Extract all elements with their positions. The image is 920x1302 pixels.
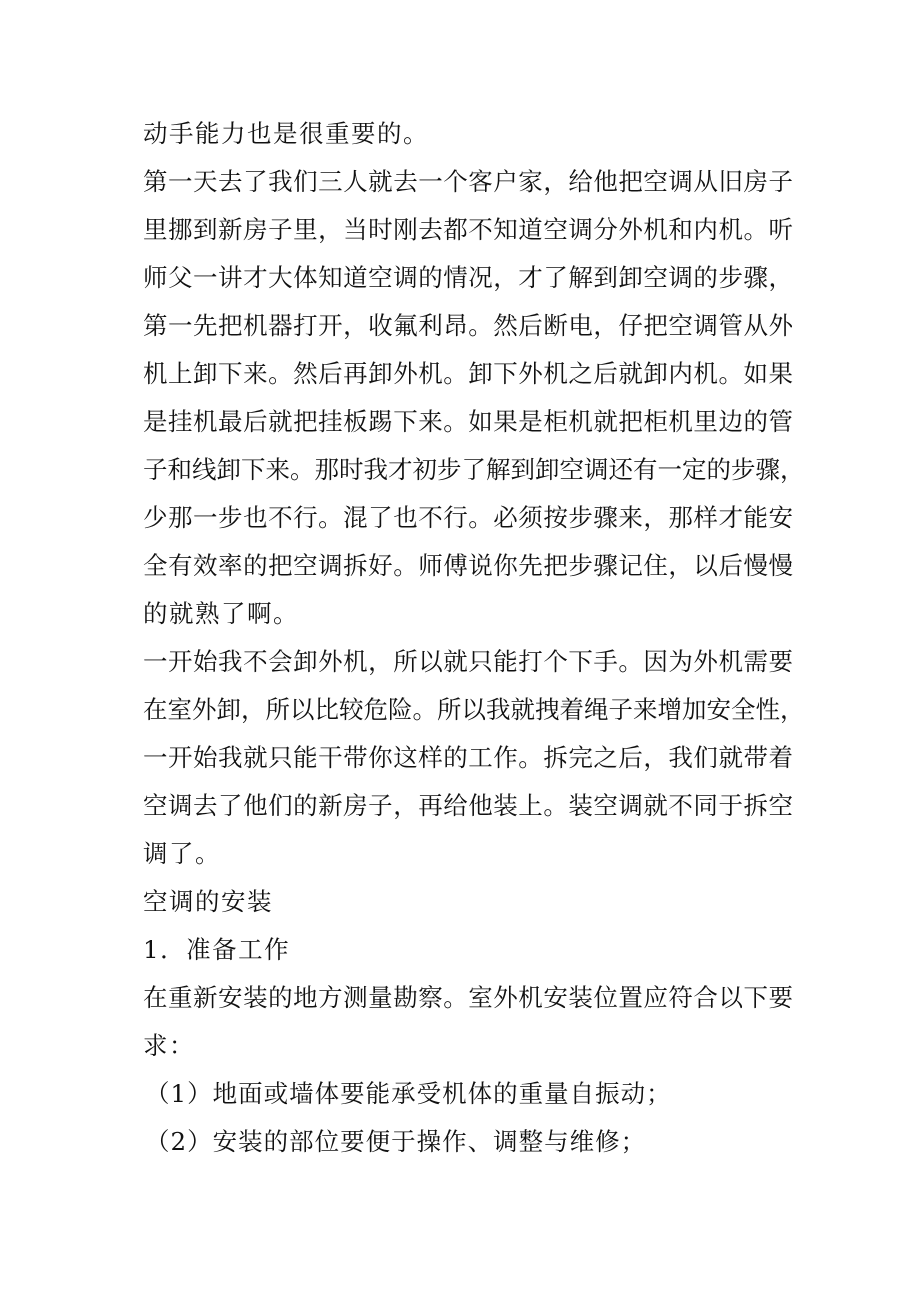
- text-line: 机上卸下来。然后再卸外机。卸下外机之后就卸内机。如果: [143, 359, 793, 388]
- document-body: [143, 110, 805, 1166]
- text-line: 第一天去了我们三人就去一个客户家，给他把空调从旧房子: [143, 167, 793, 196]
- text-line: 第一先把机器打开，收氟利昂。然后断电，仔把空调管从外: [143, 311, 793, 340]
- text-line: 少那一步也不行。混了也不行。必须按步骤来，那样才能安: [143, 503, 793, 532]
- subsection-heading: 1．准备工作: [143, 935, 291, 964]
- text-line: 求：: [143, 1031, 195, 1060]
- text-line: 一开始我不会卸外机，所以就只能打个下手。因为外机需要: [143, 647, 793, 676]
- list-item: （2）安装的部位要便于操作、调整与维修；: [145, 1127, 647, 1156]
- text-line: 在室外卸，所以比较危险。所以我就拽着绳子来增加安全性，: [143, 695, 805, 724]
- text-line: 子和线卸下来。那时我才初步了解到卸空调还有一定的步骤，: [143, 455, 805, 484]
- list-item: （1）地面或墙体要能承受机体的重量自振动；: [145, 1079, 672, 1108]
- text-line: 调了。: [143, 839, 221, 868]
- text-line: 全有效率的把空调拆好。师傅说你先把步骤记住，以后慢慢: [143, 551, 793, 580]
- text-line: 里挪到新房子里，当时刚去都不知道空调分外机和内机。听: [143, 215, 793, 244]
- text-line: 空调去了他们的新房子，再给他装上。装空调就不同于拆空: [143, 791, 793, 820]
- text-line: 的就熟了啊。: [143, 599, 299, 628]
- text-line: 一开始我就只能干带你这样的工作。拆完之后，我们就带着: [143, 743, 793, 772]
- text-line: 是挂机最后就把挂板踢下来。如果是柜机就把柜机里边的管: [143, 407, 793, 436]
- text-line: 动手能力也是很重要的。: [143, 119, 429, 148]
- text-line: 师父一讲才大体知道空调的情况，才了解到卸空调的步骤，: [143, 263, 793, 292]
- section-heading: 空调的安装: [143, 887, 273, 916]
- text-line: 在重新安装的地方测量勘察。室外机安装位置应符合以下要: [143, 983, 793, 1012]
